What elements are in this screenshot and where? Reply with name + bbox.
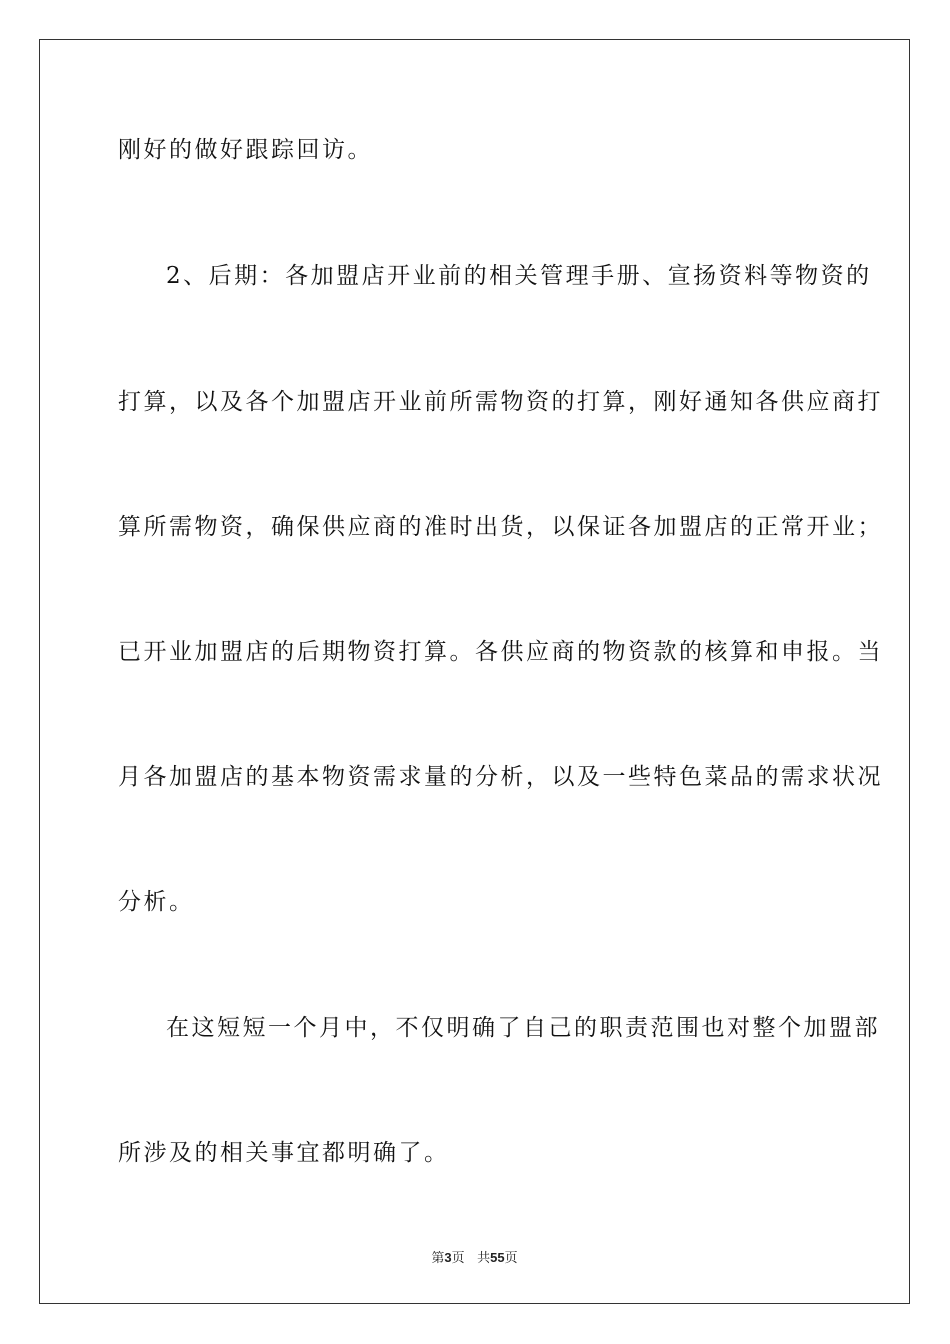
text-line-2: 2、后期：各加盟店开业前的相关管理手册、宣扬资料等物资的 — [166, 263, 872, 289]
total-suffix: 页 — [504, 1251, 518, 1266]
text-line-1: 刚好的做好跟踪回访。 — [118, 137, 373, 163]
text-line-7: 分析。 — [118, 889, 195, 915]
text-line-4: 算所需物资，确保供应商的准时出货，以保证各加盟店的正常开业； — [118, 514, 883, 540]
text-line-8: 在这短短一个月中，不仅明确了自己的职责范围也对整个加盟部 — [166, 1015, 880, 1041]
page-number: 3 — [444, 1250, 452, 1265]
page-footer — [40, 1247, 909, 1266]
total-pages: 55 — [490, 1250, 505, 1265]
text-line-6: 月各加盟店的基本物资需求量的分析，以及一些特色菜品的需求状况 — [118, 764, 883, 790]
total-prefix: 共 — [477, 1251, 491, 1266]
text-line-9: 所涉及的相关事宜都明确了。 — [118, 1140, 450, 1166]
text-line-5: 已开业加盟店的后期物资打算。各供应商的物资款的核算和申报。当 — [118, 639, 883, 665]
page-suffix: 页 — [451, 1251, 465, 1266]
text-line-3: 打算，以及各个加盟店开业前所需物资的打算，刚好通知各供应商打 — [118, 389, 883, 415]
page-prefix: 第 — [431, 1251, 445, 1266]
document-page — [39, 39, 910, 1304]
